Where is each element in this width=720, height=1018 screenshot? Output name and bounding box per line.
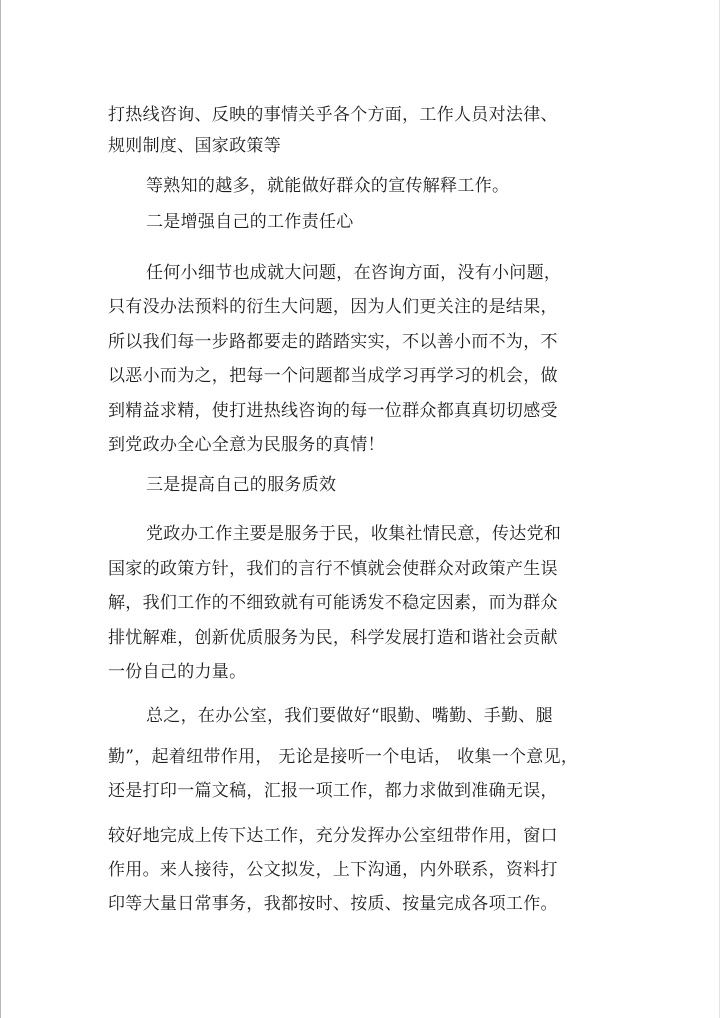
text-line: 打热线咨询、反映的事情关乎各个方面，工作人员对法律、 xyxy=(108,105,558,125)
text-line: 一份自己的力量。 xyxy=(108,662,247,682)
text-line: 到党政办全心全意为民服务的真情！ xyxy=(108,435,385,455)
text-line: 印等大量日常事务，我都按时、按质、按量完成各项工作。 xyxy=(108,894,558,914)
page-left-edge xyxy=(0,0,1,1018)
text-line: 党政办工作主要是服务于民，收集社情民意，传达党和 xyxy=(146,524,562,544)
text-line: 作用。来人接待，公文拟发，上下沟通，内外联系，资料打 xyxy=(108,860,558,880)
text-line: 到精益求精，使打进热线咨询的每一位群众都真真切切感受 xyxy=(108,401,558,421)
text-line: 解，我们工作的不细致就有可能诱发不稳定因素，而为群众 xyxy=(108,593,558,613)
text-line: 规则制度、国家政策等 xyxy=(108,136,281,156)
text-line: 总之，在办公室，我们要做好“眼勤、嘴勤、手勤、腿 xyxy=(146,706,553,726)
text-line: 任何小细节也成就大问题，在咨询方面，没有小问题， xyxy=(146,263,562,283)
text-line: 较好地完成上传下达工作，充分发挥办公室纽带作用，窗口 xyxy=(108,826,558,846)
text-line: 只有没办法预料的衍生大问题，因为人们更关注的是结果， xyxy=(108,297,558,317)
text-line: 排忧解难，创新优质服务为民，科学发展打造和谐社会贡献 xyxy=(108,628,558,648)
text-line: 以恶小而为之，把每一个问题都当成学习再学习的机会，做 xyxy=(108,366,558,386)
text-line: 勤”，起着纽带作用， 无论是接听一个电话， 收集一个意见， xyxy=(108,747,579,767)
section-heading: 二是增强自己的工作责任心 xyxy=(146,212,354,232)
text-line: 等熟知的越多，就能做好群众的宣传解释工作。 xyxy=(146,176,510,196)
text-line: 还是打印一篇文稿，汇报一项工作，都力求做到准确无误， xyxy=(108,781,558,801)
text-line: 所以我们每一步路都要走的踏踏实实，不以善小而不为，不 xyxy=(108,332,558,352)
text-line: 国家的政策方针，我们的言行不慎就会使群众对政策产生误 xyxy=(108,559,558,579)
section-heading: 三是提高自己的服务质效 xyxy=(146,475,337,495)
